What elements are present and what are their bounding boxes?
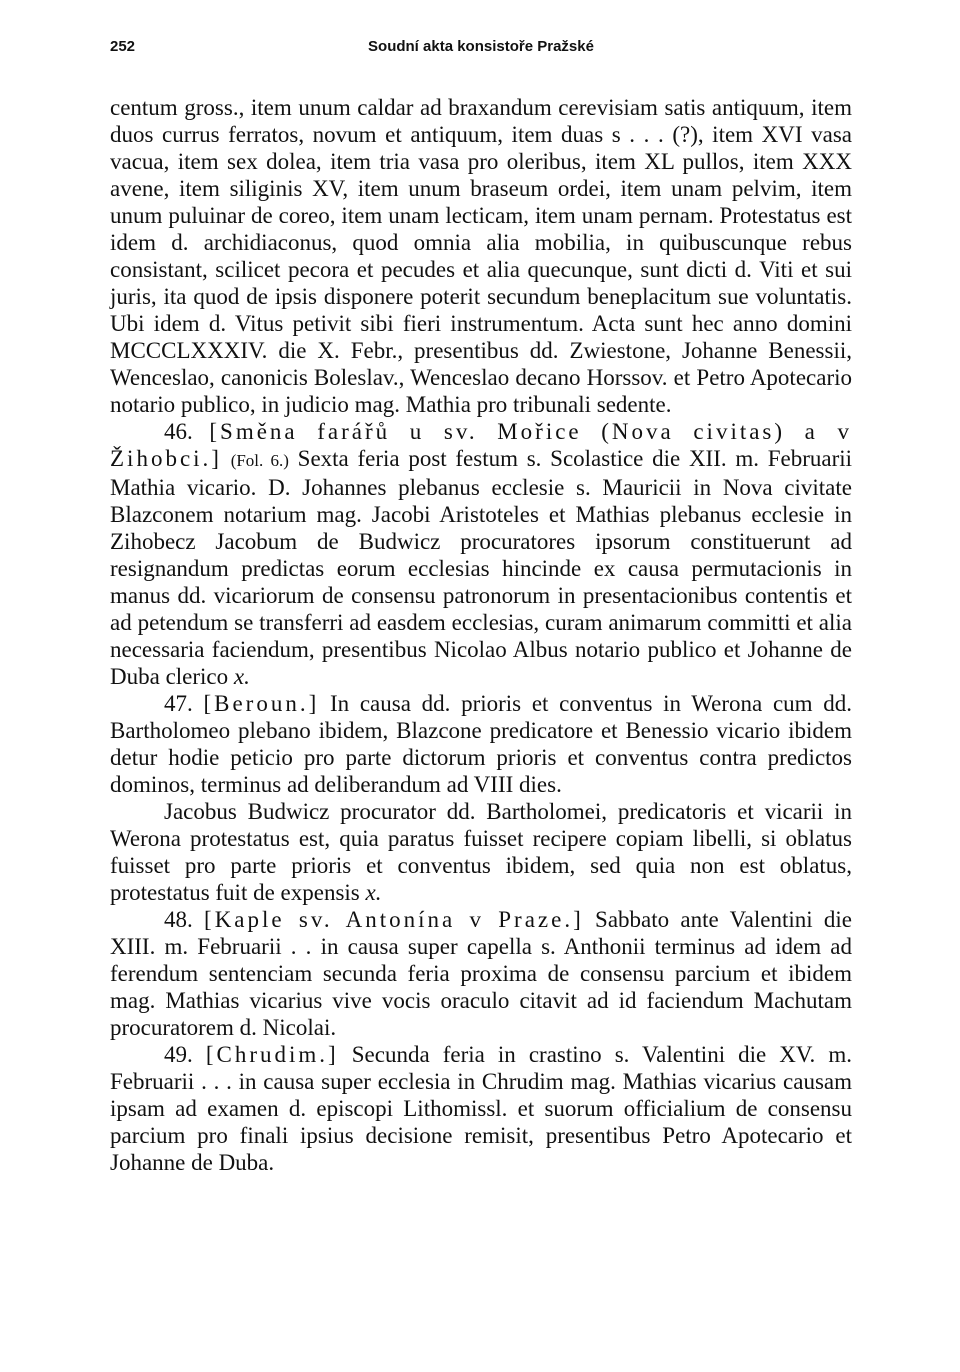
entry-number: 49. [164,1042,193,1067]
entry-number: 48. [164,907,193,932]
running-head [110,38,852,62]
entry-46 [110,418,852,690]
entry-text: Sexta feria post festum s. Scolastice die XII. m. Februarii Mathia vicario. D. Johannes plebanus ecclesie s. Mauricii in Nova civitate Blazconem notarium mag. Jacobi Aristoteles et Mathias plebanus ecclesie in Zihobecz Jacobum de Budwicz procuratores ipsorum constituerunt ad resignandum predictas eorum ecclesias hincinde ex causa permutacionis in manus dd. vicariorum de consensu patronorum in presentacionibus contentis et ad petendum se transferri ad easdem ecclesias, curam animarum committi et alia necessaria faciendum, presentibus Nicolao Albus notario publico et Johanne de Duba clerico [110,446,853,689]
entry-text: Secunda feria in crastino s. Valentini die XV. m. Februarii . . . in causa super ecclesia in Chrudim mag. Mathias vicarius causam ipsam ad examen d. episcopi Lithomissl. et suorum officialium de consensu parcium pro finali ipsius decisione remisit, presentibus Petro Apotecario et Johanne de Duba. [110,1042,853,1175]
entry-heading: [Beroun.] [203,691,320,716]
folio-reference: (Fol. 6.) [230,451,289,470]
entry-number: 46. [164,419,193,444]
paragraph-continuation [110,94,852,418]
page-number: 252 [110,38,136,55]
entry-47-protest [110,798,852,906]
entry-text: Sabbato ante Valentini die XIII. m. Februarii . . in causa super capella s. Anthonii terminus ad idem ad ferendum sentenciam secunda feria proxima de consensu parcium et ibidem mag. Mathias vicarius vive vocis oraculo citavit ad id faciendum Machutam procuratorem d. Nicolai. [110,907,852,1040]
entry-heading: [Směna farářů u sv. Mořice (Nova civitas) a v Žihobci.] [110,419,852,471]
entry-end-mark: x. [233,664,250,689]
paragraph-text: centum gross., item unum caldar ad braxandum cerevisiam satis antiquum, item duos currus ferratos, novum et antiquum, item duas s . . . (?), item XVI vasa vacua, item sex dolea, item tria vasa pro oleribus, item XL pullos, item XXX avene, item siliginis XV, item unum braseum ordei, item unam pelvim, item unum puluinar de coreo, item unam lecticam, item unam pernam. Protestatus est idem d. archidiaconus, quod omnia alia mobilia, in quibuscunque rebus consistant, scilicet pecora et pecudes et alia quecunque, sunt dicti d. Viti et sui juris, ita quod de ipsis disponere poterit secundum beneplacitum sue voluntatis. Ubi idem d. Vitus petivit sibi fieri instrumentum. Acta sunt hec anno domini MCCCLXXXIV. die X. Febr., presentibus dd. Zwiestone, Johanne Benessii, Wenceslao, canonicis Boleslav., Wenceslao decano Horssov. et Petro Apotecario notario publico, in judicio mag. Mathia pro tribunali sedente. [110,95,852,417]
entry-47 [110,690,852,798]
body-text [110,94,852,1176]
entry-49 [110,1041,852,1176]
entry-heading: [Kaple sv. Antonína v Praze.] [204,907,584,932]
entry-end-mark: x. [365,880,382,905]
entry-number: 47. [164,691,193,716]
entry-48 [110,906,852,1041]
entry-text: Jacobus Budwicz procurator dd. Bartholomei, predicatoris et vicarii in Werona protestatus est, quia paratus fuisset recipere copiam libelli, si oblatus fuisset pro parte prioris et conventus ibidem, sed quia non est oblatus, protestatus fuit de expensis [110,799,852,905]
entry-heading: [Chrudim.] [205,1042,339,1067]
entry-text: In causa dd. prioris et conventus in Werona cum dd. Bartholomeo plebano ibidem, Blazcone predicatore et Benessio vicario ibidem detur hodie peticio pro parte dictorum prioris et conventus contra predictos dominos, terminus ad deliberandum ad VIII dies. [110,691,853,797]
running-title: Soudní akta konsistoře Pražské [368,38,594,55]
